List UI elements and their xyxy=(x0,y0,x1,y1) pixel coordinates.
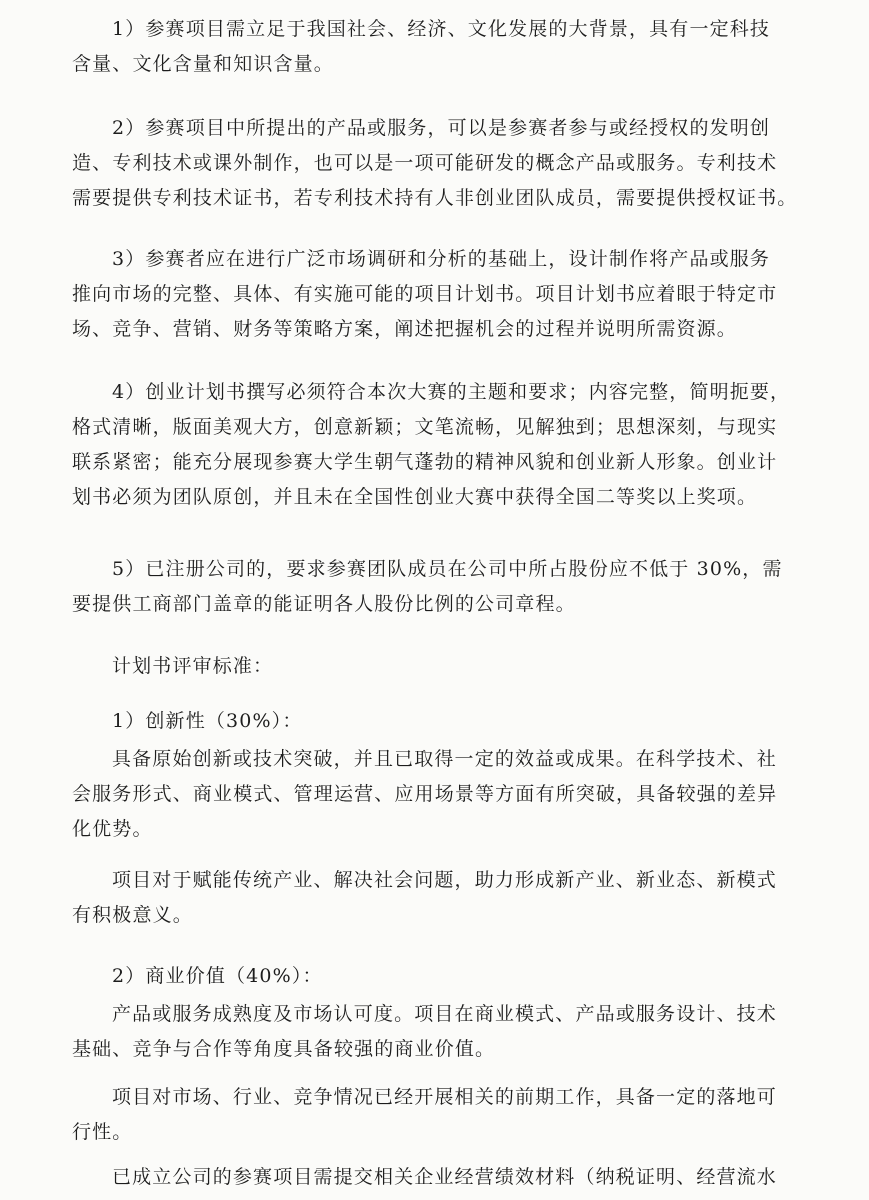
text-line: 已成立公司的参赛项目需提交相关企业经营绩效材料（纳税证明、经营流水 xyxy=(112,1166,777,1188)
text-line: 基础、竞争与合作等角度具备较强的商业价值。 xyxy=(72,1038,496,1060)
innovation-heading xyxy=(72,704,800,739)
text-line: 5）已注册公司的，要求参赛团队成员在公司中所占股份应不低于 30%，需 xyxy=(112,558,783,580)
requirement-2 xyxy=(72,111,800,216)
text-line: 格式清晰，版面美观大方，创意新颖；文笔流畅，见解独到；思想深刻，与现实 xyxy=(72,416,778,438)
text-line: 4）创业计划书撰写必须符合本次大赛的主题和要求；内容完整，简明扼要， xyxy=(112,381,791,403)
text-line: 会服务形式、商业模式、管理运营、应用场景等方面有所突破，具备较强的差异 xyxy=(72,783,778,805)
text-line: 化优势。 xyxy=(72,818,153,840)
text-line: 项目对市场、行业、竞争情况已经开展相关的前期工作，具备一定的落地可 xyxy=(112,1086,777,1108)
requirement-4 xyxy=(72,375,800,515)
commercial-heading xyxy=(72,959,800,994)
text-line: 要提供工商部门盖章的能证明各人股份比例的公司章程。 xyxy=(72,593,576,615)
innovation-description xyxy=(72,742,800,847)
text-line: 需要提供专利技术证书，若专利技术持有人非创业团队成员，需要提供授权证书。 xyxy=(72,187,798,209)
requirement-3 xyxy=(72,242,800,347)
text-line: 场、竞争、营销、财务等策略方案，阐述把握机会的过程并说明所需资源。 xyxy=(72,318,737,340)
text-line: 2）参赛项目中所提出的产品或服务，可以是参赛者参与或经授权的发明创 xyxy=(112,117,771,139)
text-line: 3）参赛者应在进行广泛市场调研和分析的基础上，设计制作将产品或服务 xyxy=(112,248,771,270)
requirement-1 xyxy=(72,12,800,82)
text-line: 具备原始创新或技术突破，并且已取得一定的效益或成果。在科学技术、社 xyxy=(112,748,777,770)
criterion-heading: 1）创新性（30%）： xyxy=(112,710,303,732)
text-line: 联系紧密；能充分展现参赛大学生朝气蓬勃的精神风貌和创业新人形象。创业计 xyxy=(72,451,778,473)
requirement-5 xyxy=(72,552,800,622)
commercial-description xyxy=(72,997,800,1067)
section-heading: 计划书评审标准： xyxy=(112,655,274,677)
text-line: 有积极意义。 xyxy=(72,904,193,926)
text-line: 产品或服务成熟度及市场认可度。项目在商业模式、产品或服务设计、技术 xyxy=(112,1003,777,1025)
text-line: 划书必须为团队原创，并且未在全国性创业大赛中获得全国二等奖以上奖项。 xyxy=(72,486,758,508)
text-line: 造、专利技术或课外制作，也可以是一项可能研发的概念产品或服务。专利技术 xyxy=(72,152,778,174)
criterion-heading: 2）商业价值（40%）： xyxy=(112,965,323,987)
text-line: 1）参赛项目需立足于我国社会、经济、文化发展的大背景，具有一定科技 xyxy=(112,18,771,40)
text-line: 项目对于赋能传统产业、解决社会问题，助力形成新产业、新业态、新模式 xyxy=(112,869,777,891)
text-line: 推向市场的完整、具体、有实施可能的项目计划书。项目计划书应着眼于特定市 xyxy=(72,283,778,305)
commercial-materials xyxy=(72,1160,800,1195)
criteria-heading xyxy=(72,649,800,684)
text-line: 含量、文化含量和知识含量。 xyxy=(72,53,334,75)
commercial-feasibility xyxy=(72,1080,800,1150)
innovation-significance xyxy=(72,863,800,933)
text-line: 行性。 xyxy=(72,1121,133,1143)
